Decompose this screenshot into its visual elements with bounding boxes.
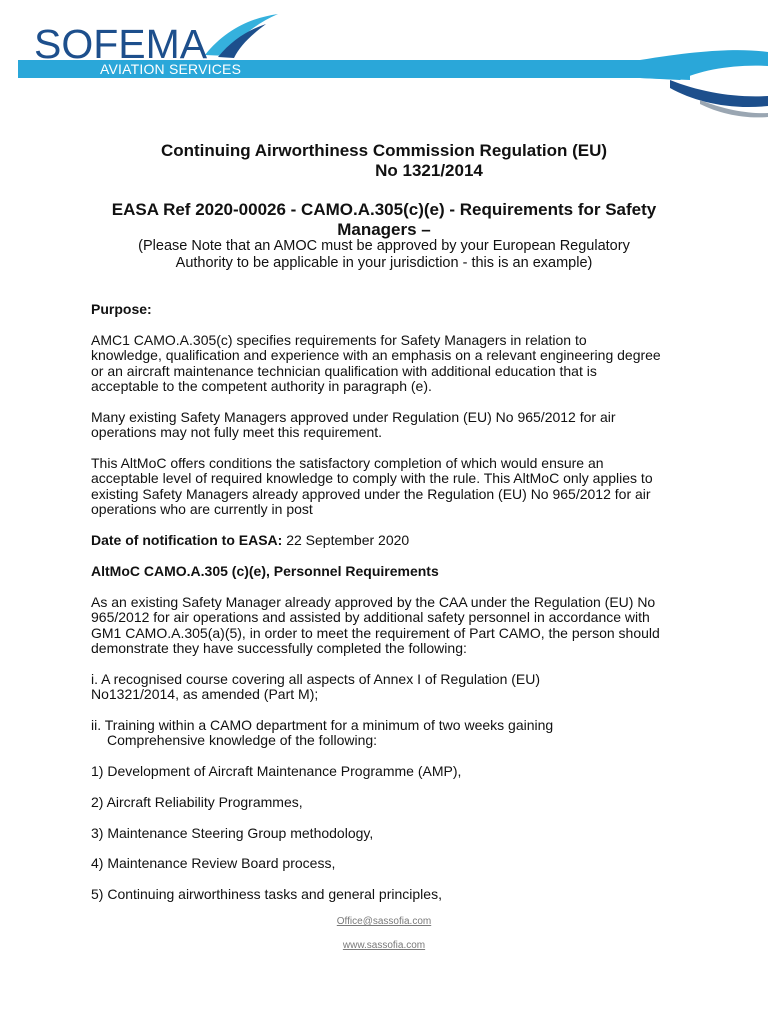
paragraph-text: demonstrate they have successfully completed the following:: [91, 640, 467, 656]
paragraph-text: This AltMoC offers conditions the satisfactory completion of which would ensure an: [91, 455, 604, 471]
doc-subtitle-line2: Managers –: [337, 220, 431, 239]
altmoc-heading: AltMoC CAMO.A.305 (c)(e), Personnel Requirements: [91, 563, 439, 579]
logo-wordmark: SOFEMA: [34, 21, 208, 67]
paragraph-text: AMC1 CAMO.A.305(c) specifies requirements for Safety Managers in relation to: [91, 332, 587, 348]
footer-email-link[interactable]: Office@sassofia.com: [336, 916, 432, 927]
footer-website-link[interactable]: www.sassofia.com: [342, 940, 426, 951]
paragraph-text: or an aircraft maintenance technician qualification with additional education that is: [91, 363, 597, 379]
requirement-item-i-cont: No1321/2014, as amended (Part M);: [91, 686, 319, 702]
paragraph-text: 965/2012 for air operations and assisted by additional safety personnel in accordance with: [91, 609, 650, 625]
notification-date: [91, 533, 691, 548]
list-item: 3) Maintenance Steering Group methodology,: [91, 825, 374, 841]
paragraph-text: GM1 CAMO.A.305(a)(5), in order to meet the requirement of Part CAMO, the person should: [91, 625, 660, 641]
logo-subtitle: AVIATION SERVICES: [100, 61, 242, 77]
note-line1: (Please Note that an AMOC must be approved by your European Regulatory: [138, 238, 630, 254]
paragraph-text: acceptable level of required knowledge to comply with the rule. This AltMoC only applies to: [91, 470, 653, 486]
paragraph-text: acceptable to the competent authority in paragraph (e).: [91, 378, 432, 394]
requirement-item-ii: ii. Training within a CAMO department for a minimum of two weeks gaining: [91, 717, 554, 733]
date-value: 22 September 2020: [282, 532, 410, 548]
requirement-item-i: i. A recognised course covering all aspects of Annex I of Regulation (EU): [91, 671, 541, 687]
doc-title-line1: Continuing Airworthiness Commission Regulation (EU): [160, 141, 608, 160]
note-line2: Authority to be applicable in your jurisdiction - this is an example): [175, 255, 593, 271]
paragraph-text: knowledge, qualification and experience with an emphasis on a relevant engineering degree: [91, 347, 661, 363]
list-item: 4) Maintenance Review Board process,: [91, 855, 336, 871]
header-banner: [0, 0, 768, 120]
paragraph-text: existing Safety Managers already approved under the Regulation (EU) No 965/2012 for air: [91, 486, 651, 502]
doc-title-line2: No 1321/2014: [375, 161, 483, 180]
paragraph-text: As an existing Safety Manager already approved by the CAA under the Regulation (EU) No: [91, 594, 656, 610]
doc-subtitle-line1: EASA Ref 2020-00026 - CAMO.A.305(c)(e) - Requirements for Safety: [111, 200, 657, 219]
requirement-item-ii-cont: Comprehensive knowledge of the following:: [107, 732, 378, 748]
paragraph-text: operations who are currently in post: [91, 501, 313, 517]
paragraph-text: Many existing Safety Managers approved under Regulation (EU) No 965/2012 for air: [91, 409, 616, 425]
purpose-heading: Purpose:: [91, 301, 152, 317]
list-item: 2) Aircraft Reliability Programmes,: [91, 794, 303, 810]
date-label: Date of notification to EASA:: [91, 532, 283, 548]
list-item: 1) Development of Aircraft Maintenance Programme (AMP),: [91, 763, 462, 779]
paragraph-text: operations may not fully meet this requirement.: [91, 424, 383, 440]
list-item: 5) Continuing airworthiness tasks and general principles,: [91, 886, 442, 902]
